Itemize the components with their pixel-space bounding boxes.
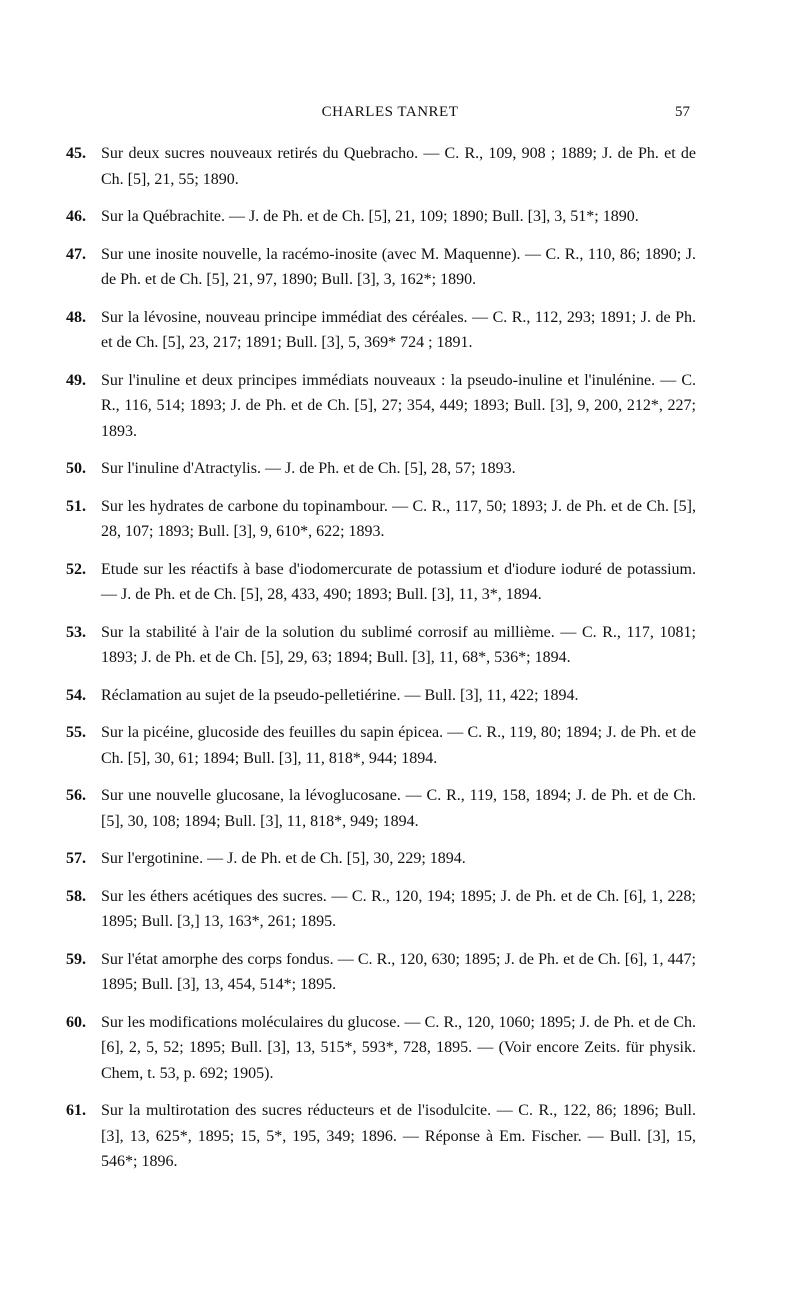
entry-text: Sur une nouvelle glucosane, la lévoglucosane. — C. R., 119, 158, 1894; J. de Ph. et de Ch. [5], 30, 108; 1894; Bull. [3], 11, 818*, 949; 1894. (101, 787, 696, 830)
entry-text: Sur la lévosine, nouveau principe immédiat des céréales. — C. R., 112, 293; 1891; J. de Ph. et de Ch. [5], 23, 217; 1891; Bull. [3], 5, 369* 724 ; 1891. (101, 308, 696, 351)
entry-number: 47. (66, 245, 86, 263)
entry-text: Sur l'inuline d'Atractylis. — J. de Ph. et de Ch. [5], 28, 57; 1893. (101, 460, 516, 477)
bibliography-entry (66, 305, 696, 356)
bibliography-entry (66, 456, 696, 482)
entry-number: 46. (66, 208, 86, 225)
bibliography-entry (66, 783, 696, 834)
bibliography-entry (66, 1098, 696, 1175)
running-title: CHARLES TANRET (321, 104, 459, 120)
entry-text: Sur l'ergotinine. — J. de Ph. et de Ch. [5], 30, 229; 1894. (101, 850, 466, 867)
entry-text: Sur une inosite nouvelle, la racémo-inosite (avec M. Maquenne). — C. R., 110, 86; 1890; J. de Ph. et de Ch. [5], 21, 97, 1890; Bull. [3], 3, 162*; 1890. (101, 245, 696, 288)
bibliography-entry (66, 494, 696, 545)
entry-text: Sur les hydrates de carbone du topinambour. — C. R., 117, 50; 1893; J. de Ph. et de Ch. [5], 28, 107; 1893; Bull. [3], 9, 610*, 622; 1893. (101, 497, 696, 540)
entry-text: Sur les éthers acétiques des sucres. — C. R., 120, 194; 1895; J. de Ph. et de Ch. [6], 1, 228; 1895; Bull. [3,] 13, 163*, 261; 1895. (101, 887, 696, 930)
entry-number: 48. (66, 308, 86, 326)
entry-number: 45. (66, 145, 86, 162)
entry-text: Sur l'état amorphe des corps fondus. — C. R., 120, 630; 1895; J. de Ph. et de Ch. [6], 1, 447; 1895; Bull. [3], 13, 454, 514*; 1895. (101, 950, 696, 993)
entry-number: 52. (66, 560, 86, 578)
entry-text: Sur les modifications moléculaires du glucose. — C. R., 120, 1060; 1895; J. de Ph. et de Ch. [6], 2, 5, 52; 1895; Bull. [3], 13, 515*, 593*, 728, 1895. — (Voir encore Zeits. für physik. Chem, t. 53, p. 692; 1905). (101, 1013, 696, 1082)
bibliography-entry (66, 947, 696, 998)
bibliography-entry (66, 242, 696, 293)
entry-number: 51. (66, 497, 86, 515)
entry-number: 61. (66, 1102, 86, 1119)
bibliography-entry (66, 846, 696, 872)
bibliography-entry (66, 683, 696, 709)
bibliography-list (66, 141, 696, 1187)
bibliography-entry (66, 884, 696, 935)
entry-text: Réclamation au sujet de la pseudo-pelletiérine. — Bull. [3], 11, 422; 1894. (101, 686, 579, 704)
bibliography-entry (66, 204, 696, 230)
entry-text: Sur la multirotation des sucres réducteurs et de l'isodulcite. — C. R., 122, 86; 1896; Bull. [3], 13, 625*, 1895; 15, 5*, 195, 349; 1896. — Réponse à Em. Fischer. — Bull. [3], 15, 546*; 1896. (101, 1102, 696, 1170)
entry-number: 60. (66, 1013, 86, 1031)
entry-number: 57. (66, 850, 86, 867)
entry-text: Sur la stabilité à l'air de la solution du sublimé corrosif au millième. — C. R., 117, 1081; 1893; J. de Ph. et de Ch. [5], 29, 63; 1894; Bull. [3], 11, 68*, 536*; 1894. (101, 623, 696, 666)
bibliography-entry (66, 557, 696, 608)
entry-number: 50. (66, 460, 86, 477)
entry-text: Sur la picéine, glucoside des feuilles du sapin épicea. — C. R., 119, 80; 1894; J. de Ph. et de Ch. [5], 30, 61; 1894; Bull. [3], 11, 818*, 944; 1894. (101, 724, 696, 767)
entry-text: Sur l'inuline et deux principes immédiats nouveaux : la pseudo-inuline et l'inulénine. — C. R., 116, 514; 1893; J. de Ph. et de Ch. [5], 27; 354, 449; 1893; Bull. [3], 9, 200, 212*, 227; 1893. (101, 371, 696, 440)
entry-number: 49. (66, 371, 86, 389)
entry-number: 55. (66, 724, 86, 741)
running-head (90, 104, 690, 126)
page-number: 57 (675, 104, 690, 120)
entry-text: Sur la Québrachite. — J. de Ph. et de Ch. [5], 21, 109; 1890; Bull. [3], 3, 51*; 1890. (101, 208, 639, 225)
entry-number: 53. (66, 623, 86, 641)
bibliography-entry (66, 720, 696, 771)
entry-text: Sur deux sucres nouveaux retirés du Quebracho. — C. R., 109, 908 ; 1889; J. de Ph. et de Ch. [5], 21, 55; 1890. (101, 145, 696, 188)
entry-number: 58. (66, 887, 86, 905)
entry-number: 56. (66, 787, 86, 804)
bibliography-entry (66, 368, 696, 445)
bibliography-entry (66, 141, 696, 192)
bibliography-entry (66, 1010, 696, 1087)
entry-number: 54. (66, 686, 86, 704)
entry-text: Etude sur les réactifs à base d'iodomercurate de potassium et d'iodure ioduré de potassium. — J. de Ph. et de Ch. [5], 28, 433, 490; 1893; Bull. [3], 11, 3*, 1894. (101, 560, 696, 603)
bibliography-entry (66, 620, 696, 671)
entry-number: 59. (66, 950, 86, 968)
